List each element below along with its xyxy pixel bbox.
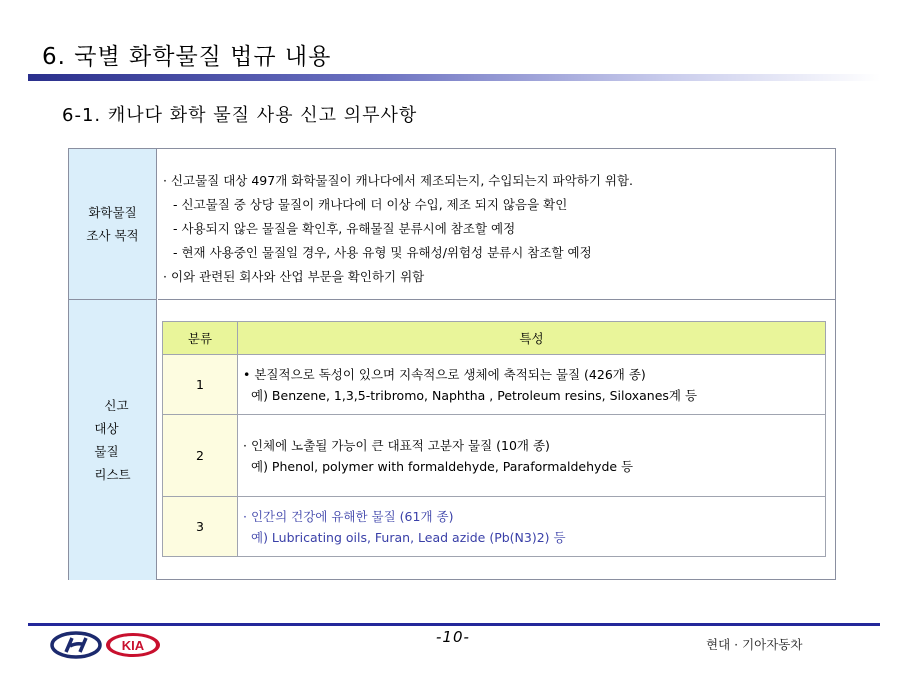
purpose-label-line2: 조사 목적 [86, 228, 139, 243]
purpose-line: · 신고물질 대상 497개 화학물질이 캐나다에서 제조되는지, 수입되는지 파악하기 위함. [163, 173, 634, 188]
kia-logo-text: KIA [121, 638, 145, 653]
purpose-line: - 현재 사용중인 물질일 경우, 사용 유형 및 유해성/위험성 분류시 참조할 예정 [173, 245, 592, 260]
row-description [238, 355, 826, 415]
title-underline [28, 74, 880, 81]
purpose-label-line1: 화학물질 [88, 205, 137, 220]
header-category: 분류 [163, 322, 238, 355]
table-row [163, 415, 826, 497]
row-number: 2 [163, 415, 238, 497]
substance-table [162, 321, 826, 557]
list-label [69, 300, 157, 580]
row-desc-line2: 예) Benzene, 1,3,5-tribromo, Naphtha , Petroleum resins, Siloxanes계 등 [251, 387, 698, 403]
content-panel [68, 148, 836, 580]
footer-divider [28, 623, 880, 626]
list-label-line: 대상 [94, 421, 119, 436]
row-desc-line2: 예) Lubricating oils, Furan, Lead azide (Pb(N3)2) 등 [251, 529, 566, 545]
page-title: 6. 국별 화학물질 법규 내용 [42, 44, 332, 70]
row-desc-line1: • 본질적으로 독성이 있으며 지속적으로 생체에 축적되는 물질 (426개 종) [243, 366, 646, 382]
row-desc-line2: 예) Phenol, polymer with formaldehyde, Paraformaldehyde 등 [251, 458, 634, 474]
row-description [238, 415, 826, 497]
purpose-line: · 이와 관련된 회사와 산업 부문을 확인하기 위함 [163, 269, 425, 284]
purpose-line: - 신고물질 중 상당 물질이 캐나다에 더 이상 수입, 제조 되지 않음을 확인 [173, 197, 568, 212]
row-number: 3 [163, 497, 238, 557]
row-number: 1 [163, 355, 238, 415]
list-label-line: 리스트 [94, 467, 131, 482]
table-row [163, 355, 826, 415]
purpose-label [69, 149, 157, 300]
row-desc-line1: · 인체에 노출될 가능이 큰 대표적 고분자 물질 (10개 종) [243, 437, 550, 453]
list-label-line: 신고 [104, 398, 129, 413]
hyundai-logo [50, 631, 102, 659]
table-header-row [163, 322, 826, 355]
kia-logo [104, 631, 162, 659]
company-name: 현대 · 기아자동차 [706, 637, 803, 652]
page-subtitle: 6-1. 캐나다 화학 물질 사용 신고 의무사항 [62, 105, 418, 126]
row-description [238, 497, 826, 557]
header-property: 특성 [238, 322, 826, 355]
purpose-content [158, 149, 836, 300]
page-number: -10- [436, 628, 470, 646]
purpose-line: - 사용되지 않은 물질을 확인후, 유해물질 분류시에 참조할 예정 [173, 221, 516, 236]
table-row [163, 497, 826, 557]
row-desc-line1: · 인간의 건강에 유해한 물질 (61개 종) [243, 508, 454, 524]
list-label-line: 물질 [94, 444, 119, 459]
